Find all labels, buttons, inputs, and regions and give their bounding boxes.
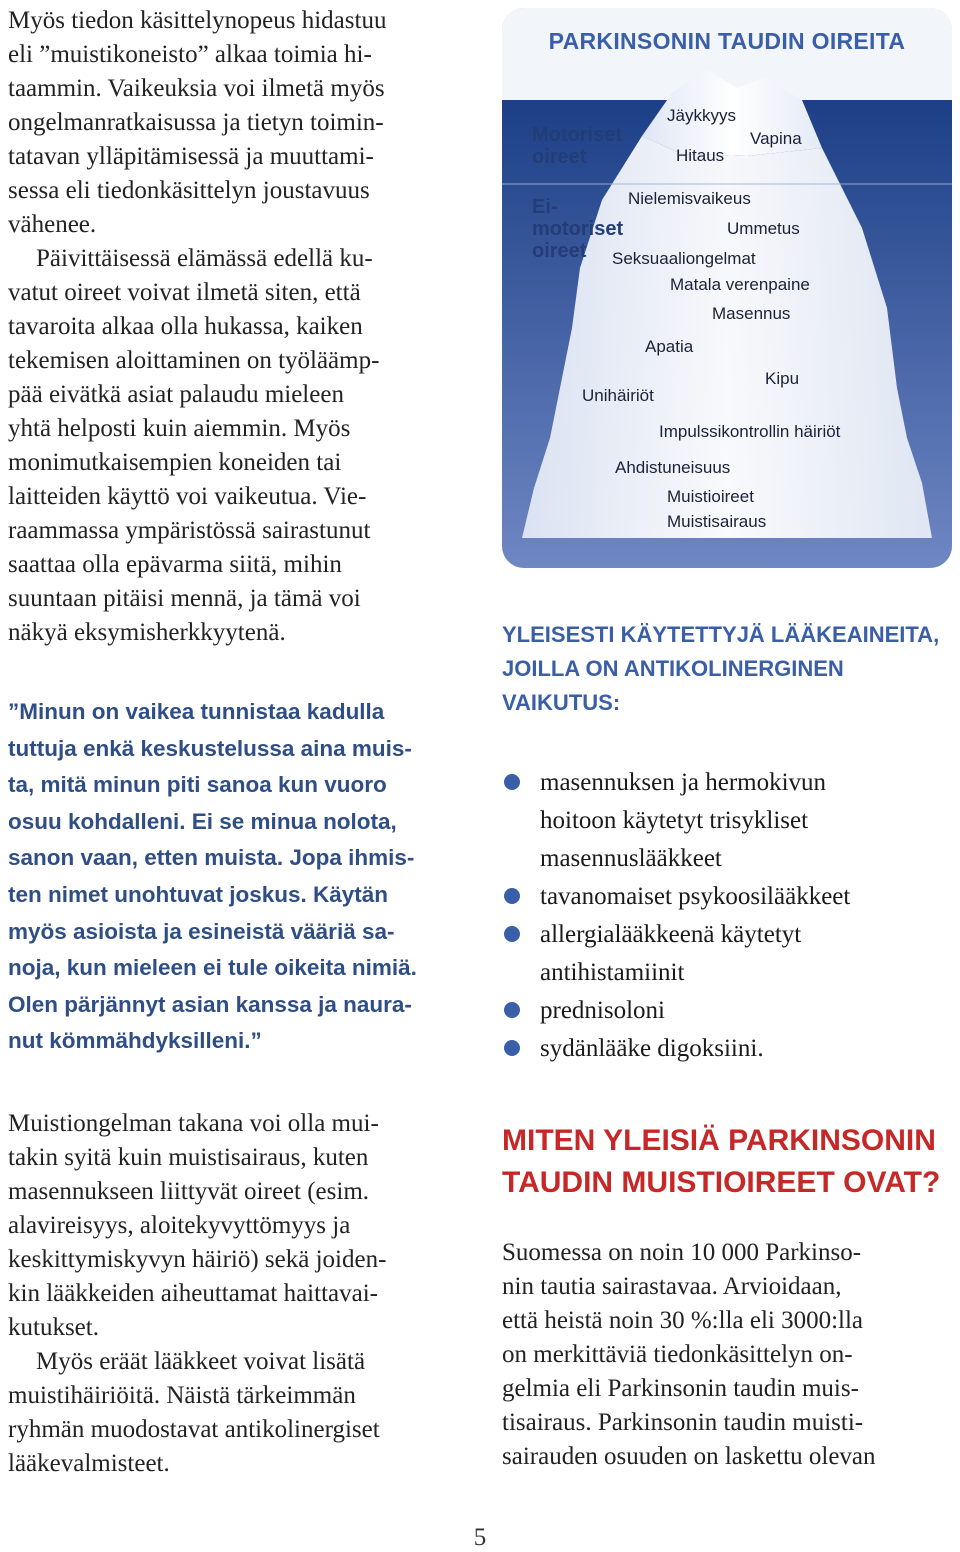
- text-line: vähenee.: [8, 211, 97, 238]
- text-line: Myös tiedon käsittelynopeus hidastuu: [8, 7, 387, 34]
- label-muistioireet: Muistioireet: [667, 487, 754, 506]
- paragraph-medications: [8, 1345, 478, 1481]
- text-line: masennukseen liittyvät oireet (esim.: [8, 1177, 370, 1205]
- text-line: eli ”muistikoneisto” alkaa toimia hi-: [8, 41, 372, 68]
- quote-line: Olen pärjännyt asian kanssa ja naura-: [8, 991, 412, 1017]
- text-line: sessa eli tiedonkäsittelyn joustavuus: [8, 177, 370, 204]
- text-line: antihistamiinit: [540, 959, 685, 986]
- text-line: masennuksen ja hermokivun: [540, 769, 827, 796]
- heading-line: TAUDIN MUISTIOIREET OVAT?: [502, 1166, 941, 1199]
- paragraph-daily-life: [8, 242, 478, 650]
- bullet-icon: [504, 926, 520, 942]
- quote-line: sanon vaan, etten muista. Jopa ihmis-: [8, 845, 415, 871]
- paragraph-other-causes: [8, 1107, 478, 1345]
- text-line: sairauden osuuden on laskettu olevan: [502, 1443, 876, 1470]
- text-line: tekemisen aloittaminen on työläämp-: [8, 347, 380, 374]
- label-muistisairaus: Muistisairaus: [667, 512, 767, 531]
- text-line: lääkevalmisteet.: [8, 1449, 170, 1477]
- text-line: muistihäiriöitä. Näistä tärkeimmän: [8, 1381, 356, 1409]
- text-line: keskittymiskyvyn häiriö) sekä joiden-: [8, 1245, 387, 1273]
- text-line: yhtä helposti kuin aiemmin. Myös: [8, 415, 351, 442]
- label-unihairiot: Unihäiriöt: [582, 386, 654, 405]
- label-impulssikontrollin-hairiot: Impulssikontrollin häiriöt: [659, 422, 841, 441]
- anticholinergic-subheading: [502, 618, 952, 720]
- list-item: [502, 878, 952, 916]
- text-line: suuntaan pitäisi mennä, ja tämä voi: [8, 585, 361, 612]
- motor-symptoms-heading: [532, 124, 622, 168]
- text-line: takin syitä kuin muistisairaus, kuten: [8, 1143, 369, 1171]
- text-line: kin lääkkeiden aiheuttamat haittavai-: [8, 1279, 378, 1307]
- text-line: laitteiden käyttö voi vaikeutua. Vie-: [8, 483, 367, 510]
- text-line: pää eivätkä asiat palaudu mieleen: [8, 381, 344, 408]
- bullet-icon: [504, 774, 520, 790]
- quote-line: nut kömmähdyksilleni.”: [8, 1028, 262, 1054]
- text-line: että heistä noin 30 %:lla eli 3000:lla: [502, 1307, 864, 1334]
- heading-line: motoriset: [532, 218, 624, 240]
- text-line: tavanomaiset psykoosilääkkeet: [540, 883, 851, 910]
- heading-line: Ei-: [532, 196, 558, 218]
- quote-line: tuttuja enkä keskustelussa aina muis-: [8, 735, 412, 761]
- text-line: tavaroita alkaa olla hukassa, kaiken: [8, 313, 363, 340]
- label-ahdistuneisuus: Ahdistuneisuus: [615, 458, 731, 477]
- heading-line: oireet: [532, 146, 587, 168]
- patient-quote: [8, 694, 478, 1060]
- text-line: kutukset.: [8, 1313, 99, 1341]
- subheading-line: YLEISESTI KÄYTETTYJÄ LÄÄKEAINEITA,: [502, 622, 940, 647]
- quote-line: myös asioista ja esineistä vääriä sa-: [8, 918, 395, 944]
- label-seksuaaliongelmat: Seksuaaliongelmat: [612, 249, 756, 268]
- text-line: hoitoon käytetyt trisykliset: [540, 807, 809, 834]
- text-line: Myös eräät lääkkeet voivat lisätä: [36, 1347, 366, 1375]
- right-column: [502, 8, 952, 1474]
- text-line: tisairaus. Parkinsonin taudin muisti-: [502, 1409, 864, 1436]
- text-line: nin tautia sairastavaa. Arvioidaan,: [502, 1273, 842, 1300]
- list-item: [502, 764, 952, 878]
- text-line: raammassa ympäristössä sairastunut: [8, 517, 371, 544]
- text-line: masennuslääkkeet: [540, 845, 722, 872]
- text-line: on merkittäviä tiedonkäsittelyn on-: [502, 1341, 853, 1368]
- text-line: saattaa olla epävarma siitä, mihin: [8, 551, 342, 578]
- text-line: Suomessa on noin 10 000 Parkinso-: [502, 1239, 862, 1266]
- label-kipu: Kipu: [765, 369, 800, 388]
- quote-line: noja, kun mieleen ei tule oikeita nimiä.: [8, 955, 417, 981]
- bullet-icon: [504, 1040, 520, 1056]
- text-line: tatavan ylläpitämisessä ja muuttami-: [8, 143, 374, 170]
- quote-line: ta, mitä minun piti sanoa kun vuoro: [8, 772, 387, 798]
- text-line: monimutkaisempien koneiden tai: [8, 449, 342, 476]
- non-motor-symptoms-heading: [532, 196, 623, 262]
- text-line: gelmia eli Parkinsonin taudin muis-: [502, 1375, 859, 1402]
- list-item: [502, 992, 952, 1030]
- paragraph-prevalence: [502, 1236, 952, 1474]
- page-number: 5: [473, 1524, 487, 1551]
- label-apatia: Apatia: [645, 337, 694, 356]
- text-line: prednisoloni: [540, 997, 665, 1024]
- quote-line: osuu kohdalleni. Ei se minua nolota,: [8, 808, 397, 834]
- label-masennus: Masennus: [712, 304, 791, 323]
- label-jaykkyys: Jäykkyys: [667, 106, 736, 125]
- text-line: sydänlääke digoksiini.: [540, 1035, 764, 1062]
- heading-line: oireet: [532, 240, 587, 262]
- label-matala-verenpaine: Matala verenpaine: [670, 275, 810, 294]
- heading-line: MITEN YLEISIÄ PARKINSONIN: [502, 1124, 936, 1157]
- heading-line: Motoriset: [532, 124, 622, 146]
- label-nielemisvaikeus: Nielemisvaikeus: [628, 189, 751, 208]
- iceberg-infographic: [502, 8, 952, 568]
- text-line: allergialääkkeenä käytetyt: [540, 921, 802, 948]
- label-hitaus: Hitaus: [676, 146, 725, 165]
- text-line: Päivittäisessä elämässä edellä ku-: [36, 245, 373, 272]
- label-vapina: Vapina: [750, 129, 802, 148]
- label-ummetus: Ummetus: [727, 219, 800, 238]
- text-line: näkyä eksymisherkkyytenä.: [8, 619, 286, 646]
- list-item: [502, 916, 952, 992]
- iceberg-title: PARKINSONIN TAUDIN OIREITA: [548, 28, 906, 54]
- text-line: alavireisyys, aloitekyvyttömyys ja: [8, 1211, 351, 1239]
- subheading-line: JOILLA ON ANTIKOLINERGINEN: [502, 656, 844, 681]
- paragraph-processing-speed: [8, 4, 478, 242]
- subheading-line: VAIKUTUS:: [502, 690, 621, 715]
- quote-line: ”Minun on vaikea tunnistaa kadulla: [8, 699, 385, 724]
- section-heading-prevalence: [502, 1120, 952, 1204]
- text-line: Muistiongelman takana voi olla mui-: [8, 1109, 379, 1137]
- bullet-icon: [504, 1002, 520, 1018]
- text-line: ongelmanratkaisussa ja tietyn toimin-: [8, 109, 384, 136]
- text-line: ryhmän muodostavat antikolinergiset: [8, 1415, 380, 1443]
- left-column: [8, 4, 478, 1481]
- bullet-icon: [504, 888, 520, 904]
- list-item: [502, 1030, 952, 1068]
- text-line: vatut oireet voivat ilmetä siten, että: [8, 279, 361, 306]
- quote-line: ten nimet unohtuvat joskus. Käytän: [8, 881, 389, 907]
- text-line: taammin. Vaikeuksia voi ilmetä myös: [8, 75, 385, 102]
- drug-list: [502, 764, 952, 1068]
